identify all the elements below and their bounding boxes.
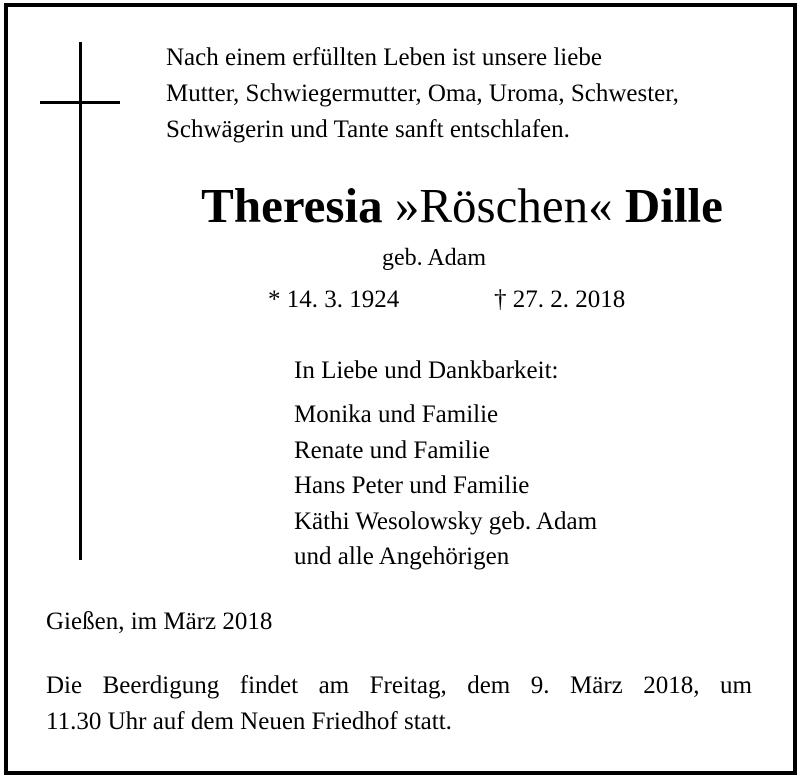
place-date: Gießen, im März 2018 xyxy=(46,608,273,635)
deceased-first-name: Theresia xyxy=(201,178,383,233)
mourners-block xyxy=(294,356,774,575)
deceased-last-name: Dille xyxy=(624,178,723,233)
deceased-name xyxy=(166,178,758,234)
funeral-notice xyxy=(46,668,752,740)
intro-line: Schwägerin und Tante sanft entschlafen. xyxy=(166,116,570,143)
deceased-nickname: »Röschen« xyxy=(394,178,613,233)
funeral-line: 11.30 Uhr auf dem Neuen Friedhof statt. xyxy=(46,708,452,735)
death-date: † 27. 2. 2018 xyxy=(494,286,626,313)
intro-text xyxy=(166,40,786,148)
mourner-name: Käthi Wesolowsky geb. Adam xyxy=(294,507,598,535)
mourner-name: Hans Peter und Familie xyxy=(294,472,530,499)
intro-line: Nach einem erfüllten Leben ist unsere liebe xyxy=(166,44,602,71)
birth-name: geb. Adam xyxy=(382,245,486,271)
cross-icon xyxy=(79,42,82,560)
mourners-heading: In Liebe und Dankbarkeit: xyxy=(294,357,559,384)
mourner-name: Monika und Familie xyxy=(294,401,499,428)
intro-line: Mutter, Schwiegermutter, Oma, Uroma, Schwester, xyxy=(166,80,679,107)
funeral-line: Die Beerdigung findet am Freitag, dem 9. März 2018, um xyxy=(46,672,752,699)
birth-date: * 14. 3. 1924 xyxy=(268,286,400,313)
mourner-name: und alle Angehörigen xyxy=(294,543,510,570)
cross-icon-crossbar xyxy=(40,101,120,104)
mourner-name: Renate und Familie xyxy=(294,436,490,464)
